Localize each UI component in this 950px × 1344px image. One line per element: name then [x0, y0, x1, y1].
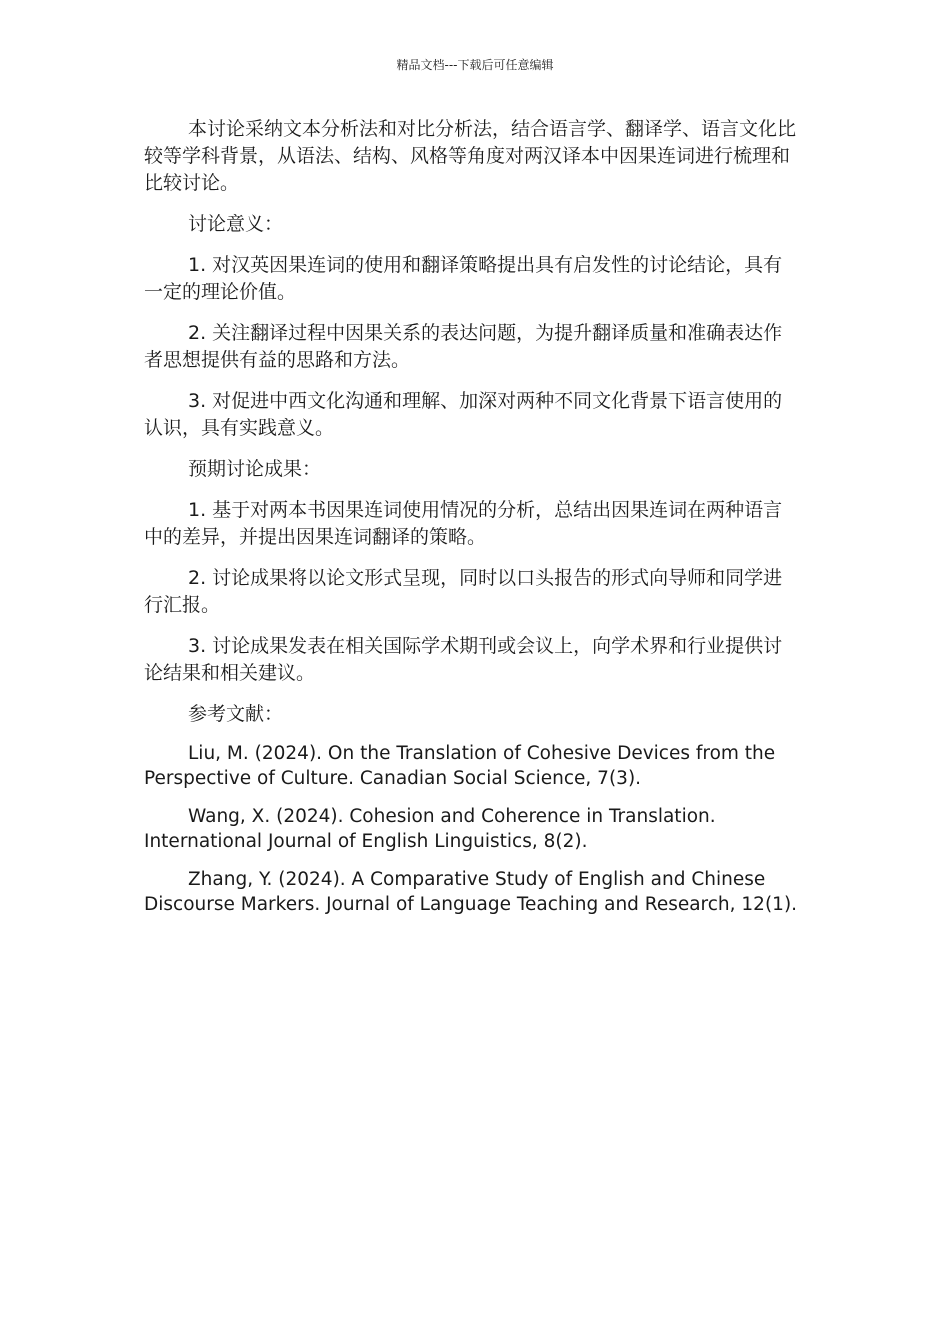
reference-item-1: Liu, M. (2024). On the Translation of Cohesive Devices from the Perspective of Culture. Canadian Social Science, 7(3).	[144, 743, 776, 789]
reference-item-3: Zhang, Y. (2024). A Comparative Study of English and Chinese Discourse Markers. Journal of Language Teaching and Research, 12(1).	[144, 869, 798, 915]
expected-result-item-1: 1. 基于对两本书因果连词使用情况的分析，总结出因果连词在两种语言中的差异，并提出因果连词翻译的策略。	[144, 499, 783, 548]
expected-results-heading: 预期讨论成果：	[188, 458, 322, 480]
significance-item-2: 2. 关注翻译过程中因果关系的表达问题，为提升翻译质量和准确表达作者思想提供有益的思路和方法。	[144, 322, 783, 371]
document-body	[144, 116, 800, 931]
references-heading: 参考文献：	[188, 703, 284, 725]
significance-item-3: 3. 对促进中西文化沟通和理解、加深对两种不同文化背景下语言使用的认识，具有实践意义。	[144, 390, 783, 439]
significance-item-1: 1. 对汉英因果连词的使用和翻译策略提出具有启发性的讨论结论，具有一定的理论价值。	[144, 254, 783, 303]
significance-heading: 讨论意义：	[188, 213, 284, 235]
reference-item-2: Wang, X. (2024). Cohesion and Coherence in Translation. International Journal of English Linguistics, 8(2).	[144, 806, 716, 852]
page-header: 精品文档---下载后可任意编辑	[396, 58, 554, 72]
methodology-paragraph: 本讨论采纳文本分析法和对比分析法，结合语言学、翻译学、语言文化比较等学科背景，从语法、结构、风格等角度对两汉译本中因果连词进行梳理和比较讨论。	[144, 118, 797, 194]
expected-result-item-2: 2. 讨论成果将以论文形式呈现，同时以口头报告的形式向导师和同学进行汇报。	[144, 567, 783, 616]
expected-result-item-3: 3. 讨论成果发表在相关国际学术期刊或会议上，向学术界和行业提供讨论结果和相关建议。	[144, 635, 783, 684]
